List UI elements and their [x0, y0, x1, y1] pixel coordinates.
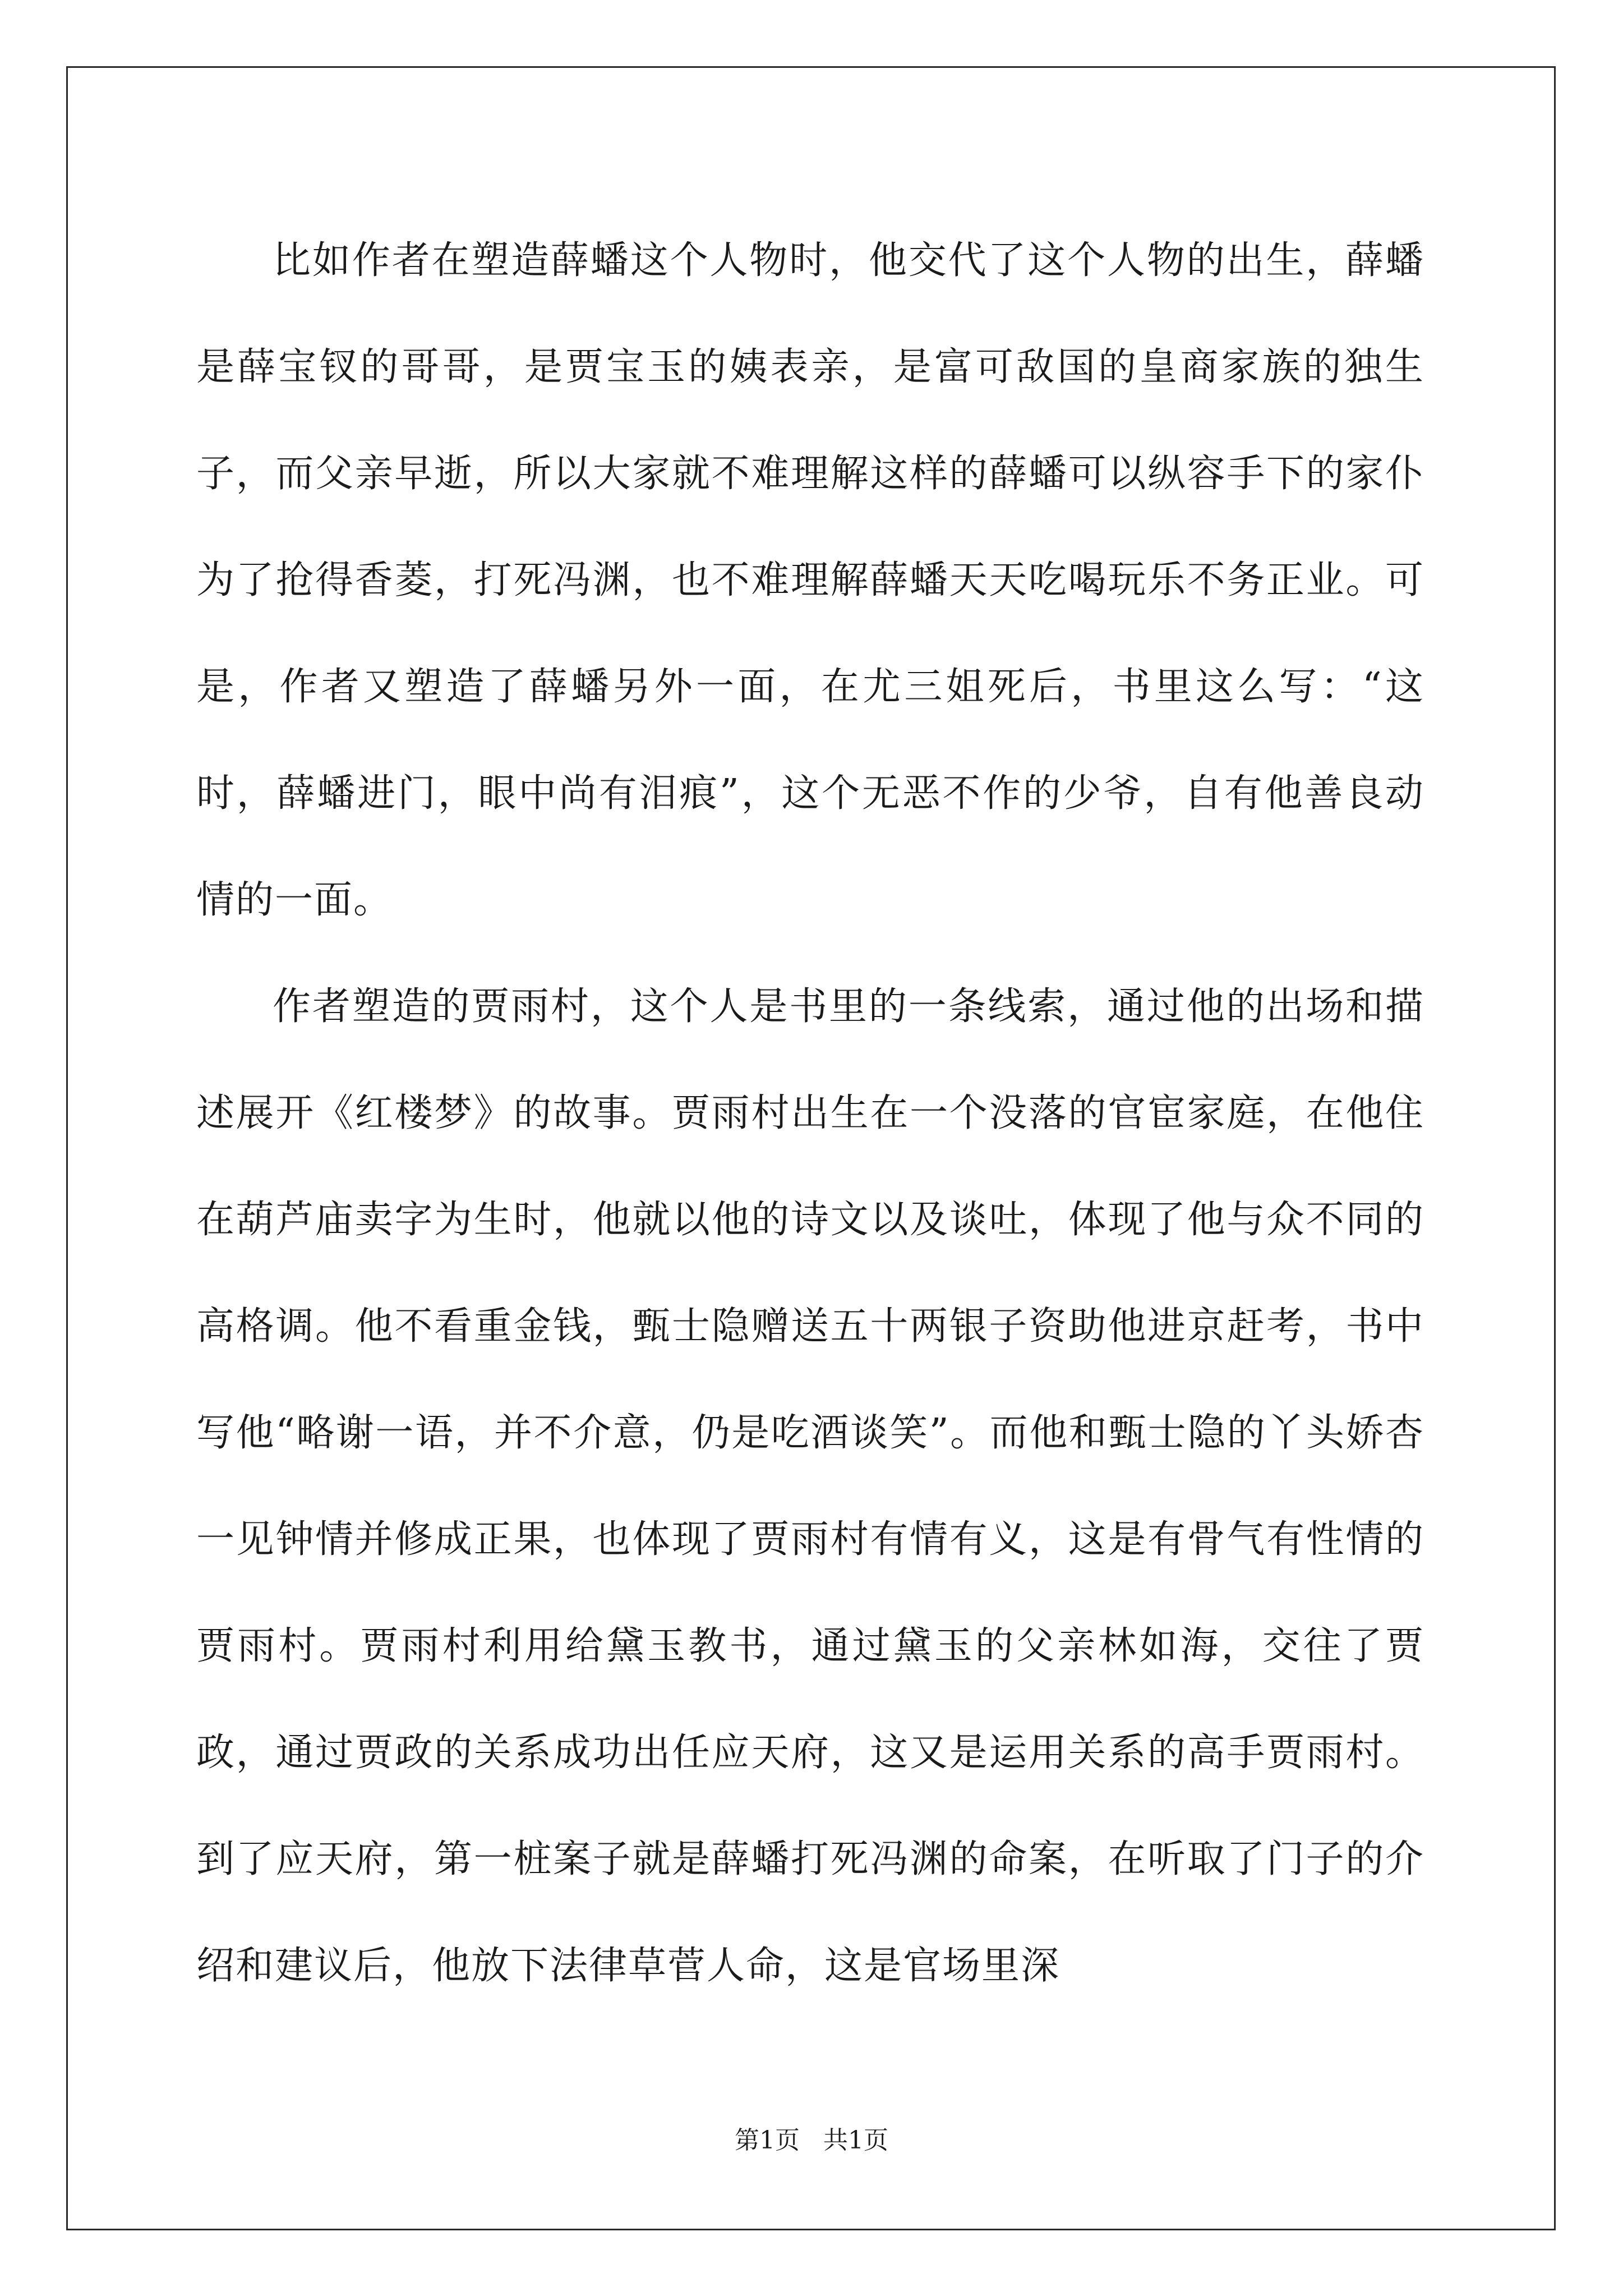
page-number: 第1页 — [735, 2126, 800, 2155]
paragraph: 作者塑造的贾雨村，这个人是书里的一条线索，通过他的出场和描述展开《红楼梦》的故事。贾雨村出生在一个没落的官宦家庭，在他住在葫芦庙卖字为生时，他就以他的诗文以及谈吐，体现了他与众不同的高格调。他不看重金钱，甄士隐赠送五十两银子资助他进京赶考，书中写他“略谢一语，并不介意，仍是吃酒谈笑”。而他和甄士隐的丫头娇杏一见钟情并修成正果，也体现了贾雨村有情有义，这是有骨气有性情的贾雨村。贾雨村利用给黛玉教书，通过黛玉的父亲林如海，交往了贾政，通过贾政的关系成功出任应天府，这又是运用关系的高手贾雨村。到了应天府，第一桩案子就是薛蟠打死冯渊的命案，在听取了门子的介绍和建议后，他放下法律草菅人命，这是官场里深 — [196, 984, 1424, 1988]
page-footer — [0, 2124, 1623, 2157]
paragraph: 比如作者在塑造薛蟠这个人物时，他交代了这个人物的出生，薛蟠是薛宝钗的哥哥，是贾宝玉的姨表亲，是富可敌国的皇商家族的独生子，而父亲早逝，所以大家就不难理解这样的薛蟠可以纵容手下的家仆为了抢得香菱，打死冯渊，也不难理解薛蟠天天吃喝玩乐不务正业。可是，作者又塑造了薛蟠另外一面，在尤三姐死后，书里这么写：“这时，薛蟠进门，眼中尚有泪痕”，这个无恶不作的少爷，自有他善良动情的一面。 — [196, 238, 1424, 922]
document-body — [196, 208, 1424, 2019]
page-total: 共1页 — [823, 2126, 888, 2155]
